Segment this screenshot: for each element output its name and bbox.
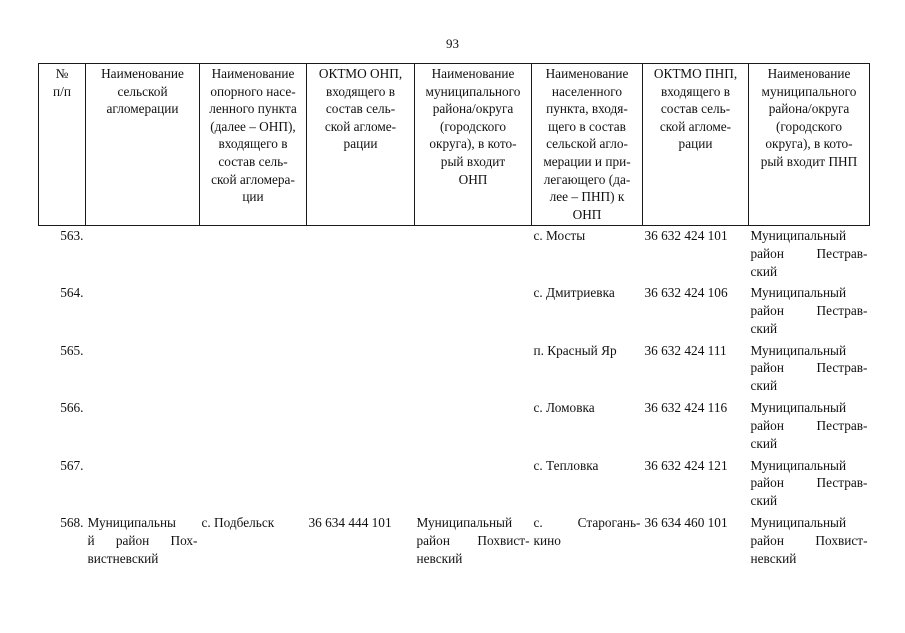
cell-onp: с. Подбельск xyxy=(201,515,275,531)
cell-onp-oktmo xyxy=(307,341,415,399)
table-body xyxy=(39,226,870,571)
cell-onp-district xyxy=(415,456,532,514)
header-onp-oktmo: ОКТМО ОНП, входящего в состав сель- ской агломе- рации xyxy=(307,64,415,226)
agglomeration-table xyxy=(38,63,870,571)
cell-onp-oktmo: 36 634 444 101 xyxy=(308,515,392,531)
cell-onp-district xyxy=(415,398,532,456)
header-onp-district: Наименование муниципального района/округа (городского округа), в кото- рый входит ОНП xyxy=(415,64,532,226)
header-pnp-oktmo: ОКТМО ПНП, входящего в состав сель- ской агломе- рации xyxy=(643,64,749,226)
table-row xyxy=(39,456,870,514)
cell-number: 566. xyxy=(60,400,84,416)
cell-number: 564. xyxy=(60,285,84,301)
header-pnp: Наименование населенного пункта, входя- щего в состав сельской агло- мерации и при- легающего (да- лее – ПНП) к ОНП xyxy=(532,64,643,226)
cell-pnp: с. Дмитриевка xyxy=(533,285,615,301)
cell-onp-district xyxy=(415,283,532,341)
header-pnp-district: Наименование муниципального района/округа (городского округа), в кото- рый входит ПНП xyxy=(749,64,870,226)
cell-pnp-district: Муниципальный район Похвист- невский xyxy=(750,515,868,566)
cell-pnp-oktmo: 36 632 424 121 xyxy=(644,457,728,473)
cell-agglomeration xyxy=(86,283,200,341)
cell-agglomeration xyxy=(86,226,200,284)
table-row xyxy=(39,398,870,456)
cell-onp xyxy=(200,456,307,514)
table-row xyxy=(39,341,870,399)
cell-pnp: с. Старогань- кино xyxy=(533,515,641,548)
cell-onp-oktmo xyxy=(307,226,415,284)
table-row xyxy=(39,513,870,571)
cell-onp-oktmo xyxy=(307,456,415,514)
cell-onp-oktmo xyxy=(307,283,415,341)
cell-pnp-district: Муниципальный район Пестрав- ский xyxy=(750,400,868,451)
cell-onp-district xyxy=(415,341,532,399)
cell-onp xyxy=(200,398,307,456)
cell-pnp-oktmo: 36 632 424 111 xyxy=(644,342,727,358)
cell-pnp: п. Красный Яр xyxy=(533,342,617,358)
cell-onp-district: Муниципальный район Похвист- невский xyxy=(416,515,530,566)
cell-onp xyxy=(200,341,307,399)
cell-agglomeration xyxy=(86,456,200,514)
cell-onp-district xyxy=(415,226,532,284)
cell-pnp-district: Муниципальный район Пестрав- ский xyxy=(750,342,868,394)
cell-number: 563. xyxy=(60,228,84,244)
cell-agglomeration: Муниципальны й район Пох- вистневский xyxy=(87,515,198,566)
cell-pnp-oktmo: 36 634 460 101 xyxy=(644,515,728,531)
cell-pnp: с. Тепловка xyxy=(533,457,599,473)
table-row xyxy=(39,226,870,284)
cell-pnp-district: Муниципальный район Пестрав- ский xyxy=(750,228,868,279)
cell-agglomeration xyxy=(86,398,200,456)
table-header-row xyxy=(39,64,870,226)
cell-pnp: с. Ломовка xyxy=(533,400,595,416)
cell-pnp-oktmo: 36 632 424 106 xyxy=(644,285,728,301)
cell-number: 568. xyxy=(60,515,84,531)
cell-pnp-district: Муниципальный район Пестрав- ский xyxy=(750,285,868,336)
cell-onp xyxy=(200,226,307,284)
cell-pnp-oktmo: 36 632 424 101 xyxy=(644,228,728,244)
header-agglomeration: Наименование сельской агломерации xyxy=(86,64,200,226)
cell-onp-oktmo xyxy=(307,398,415,456)
table-row xyxy=(39,283,870,341)
page-number: 93 xyxy=(446,36,459,51)
header-number: № п/п xyxy=(39,64,86,226)
cell-number: 565. xyxy=(60,342,84,358)
cell-agglomeration xyxy=(86,341,200,399)
header-onp: Наименование опорного насе- ленного пункта (далее – ОНП), входящего в состав сель- ской агломера- ции xyxy=(200,64,307,226)
cell-number: 567. xyxy=(60,457,84,473)
cell-pnp-district: Муниципальный район Пестрав- ский xyxy=(750,457,868,509)
cell-onp xyxy=(200,283,307,341)
cell-pnp: с. Мосты xyxy=(533,228,586,244)
cell-pnp-oktmo: 36 632 424 116 xyxy=(644,400,728,416)
